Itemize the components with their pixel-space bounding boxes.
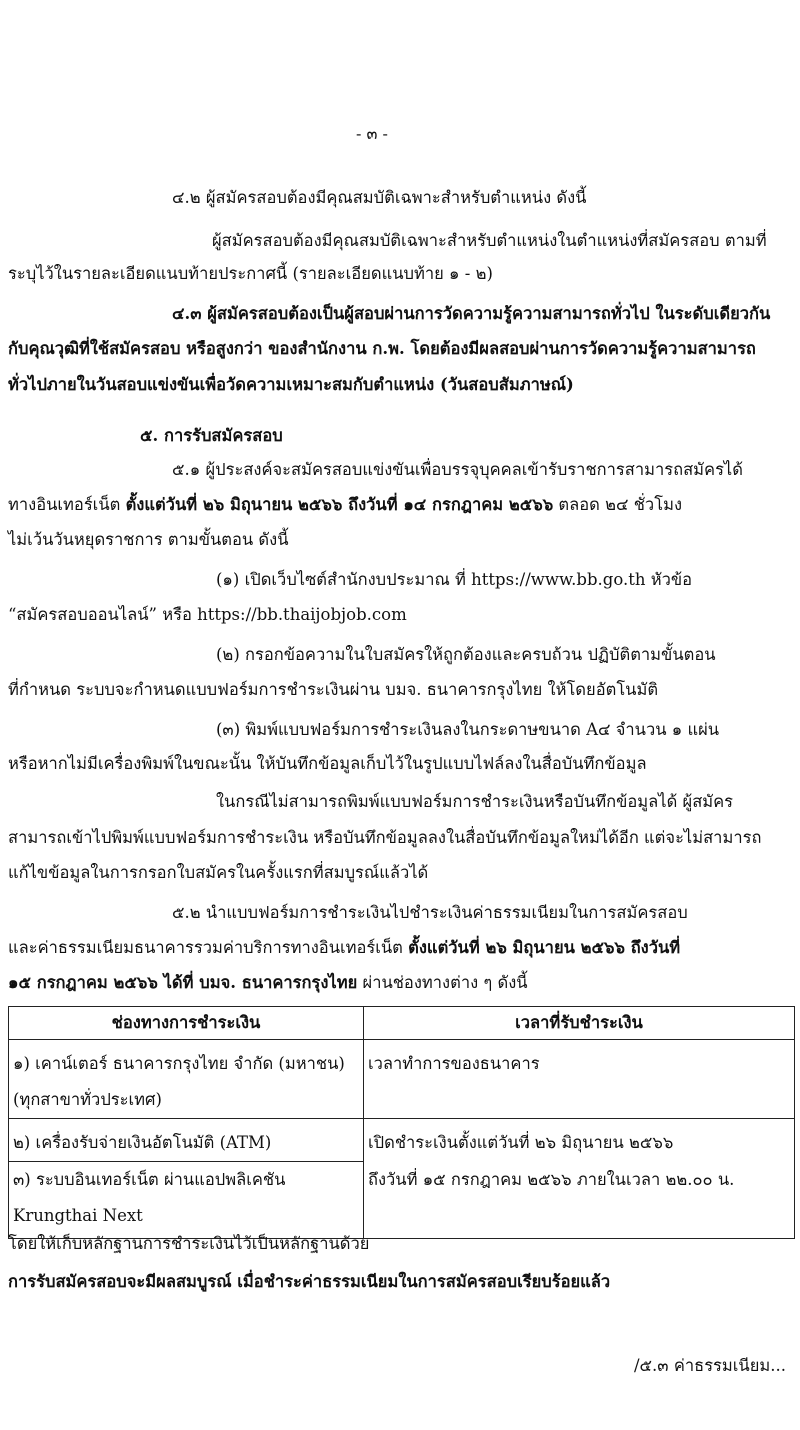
row23-time-line2: ถึงวันที่ ๑๕ กรกฎาคม ๒๕๖๖ ภายในเวลา ๒๒.๐๐ น. <box>368 1169 735 1189</box>
step-2-line2: ที่กำหนด ระบบจะกำหนดแบบฟอร์มการชำระเงินผ่าน บมจ. ธนาคารกรุงไทย ให้โดยอัตโนมัติ <box>8 680 659 699</box>
continued-marker: /๕.๓ ค่าธรรมเนียม... <box>634 1356 786 1375</box>
section-4-2-text-line1: ผู้สมัครสอบต้องมีคุณสมบัติเฉพาะสำหรับตำแหน่งในตำแหน่งที่สมัครสอบ ตามที่ <box>212 231 767 250</box>
row3-channel-line2: Krungthai Next <box>13 1206 143 1225</box>
table-row <box>9 1119 795 1162</box>
section-4-2-heading: ๔.๒ ผู้สมัครสอบต้องมีคุณสมบัติเฉพาะสำหรับตำแหน่ง ดังนี้ <box>172 188 587 207</box>
section-5-2-line3 <box>8 971 528 995</box>
section-5-2-dates-end: ๑๕ กรกฎาคม ๒๕๖๖ ได้ที่ บมจ. ธนาคารกรุงไทย <box>8 973 358 992</box>
row3-channel-line1: ๓) ระบบอินเทอร์เน็ต ผ่านแอปพลิเคชัน <box>13 1170 286 1189</box>
section-5-2-line3-suffix: ผ่านช่องทางต่าง ๆ ดังนี้ <box>357 973 528 992</box>
row1-channel-line1: ๑) เคาน์เตอร์ ธนาคารกรุงไทย จำกัด (มหาชน) <box>13 1054 345 1073</box>
section-5-2-dates-start: ตั้งแต่วันที่ ๒๖ มิถุนายน ๒๕๖๖ ถึงวันที่ <box>408 938 681 957</box>
case-line3: แก้ไขข้อมูลในการกรอกใบสมัครในครั้งแรกที่สมบูรณ์แล้วได้ <box>8 863 429 882</box>
step-1-line2: “สมัครสอบออนไลน์” หรือ https://bb.thaijobjob.com <box>8 605 407 624</box>
row1-time <box>364 1040 795 1119</box>
header-channel: ช่องทางการชำระเงิน <box>9 1007 364 1040</box>
row3-channel <box>9 1162 364 1239</box>
row23-time-line1: เปิดชำระเงินตั้งแต่วันที่ ๒๖ มิถุนายน ๒๕๖๖ <box>368 1133 674 1152</box>
step-2-line1: (๒) กรอกข้อความในใบสมัครให้ถูกต้องและครบถ้วน ปฏิบัติตามขั้นตอน <box>216 645 716 664</box>
case-line1: ในกรณีไม่สามารถพิมพ์แบบฟอร์มการชำระเงินหรือบันทึกข้อมูลได้ ผู้สมัคร <box>216 792 734 811</box>
case-line2: สามารถเข้าไปพิมพ์แบบฟอร์มการชำระเงิน หรือบันทึกข้อมูลลงในสื่อบันทึกข้อมูลใหม่ได้อีก แต่จะไม่สามารถ <box>8 828 762 847</box>
step-3-line1: (๓) พิมพ์แบบฟอร์มการชำระเงินลงในกระดาษขนาด A๔ จำนวน ๑ แผ่น <box>216 720 720 739</box>
section-5-2-line1: ๕.๒ นำแบบฟอร์มการชำระเงินไปชำระเงินค่าธรรมเนียมในการสมัครสอบ <box>172 903 688 922</box>
payment-channels-table <box>8 1006 795 1239</box>
section-5-2-line2-prefix: และค่าธรรมเนียมธนาคารรวมค่าบริการทางอินเทอร์เน็ต <box>8 938 409 957</box>
row1-channel <box>9 1040 364 1119</box>
table-row <box>9 1162 795 1239</box>
page-number: - ๓ - <box>356 124 388 143</box>
table-row <box>9 1040 795 1119</box>
payment-evidence-note: โดยให้เก็บหลักฐานการชำระเงินไว้เป็นหลักฐานด้วย <box>8 1234 370 1253</box>
row2-channel-text: ๒) เครื่องรับจ่ายเงินอัตโนมัติ (ATM) <box>13 1133 272 1152</box>
section-5-1-line2-prefix: ทางอินเทอร์เน็ต <box>8 495 126 514</box>
section-5-1-line1: ๕.๑ ผู้ประสงค์จะสมัครสอบแข่งขันเพื่อบรรจุบุคคลเข้ารับราชการสามารถสมัครได้ <box>172 460 743 479</box>
section-5-heading: ๕. การรับสมัครสอบ <box>140 426 283 445</box>
section-5-2-line2 <box>8 936 680 960</box>
step-1-line1: (๑) เปิดเว็บไซต์สำนักงบประมาณ ที่ https://www.bb.go.th หัวข้อ <box>216 570 693 589</box>
table-header-row <box>9 1007 795 1040</box>
section-4-3-line1: ๔.๓ ผู้สมัครสอบต้องเป็นผู้สอบผ่านการวัดความรู้ความสามารถทั่วไป ในระดับเดียวกัน <box>172 304 771 323</box>
header-time: เวลาที่รับชำระเงิน <box>364 1007 795 1040</box>
section-5-1-dates: ตั้งแต่วันที่ ๒๖ มิถุนายน ๒๕๖๖ ถึงวันที่ ๑๔ กรกฎาคม ๒๕๖๖ <box>125 495 554 514</box>
section-4-2-text-line2: ระบุไว้ในรายละเอียดแนบท้ายประกาศนี้ (รายละเอียดแนบท้าย ๑ - ๒) <box>8 264 493 283</box>
row1-channel-line2: (ทุกสาขาทั่วประเทศ) <box>13 1090 162 1109</box>
row2-channel <box>9 1119 364 1162</box>
section-4-3-line2: กับคุณวุฒิที่ใช้สมัครสอบ หรือสูงกว่า ของสำนักงาน ก.พ. โดยต้องมีผลสอบผ่านการวัดความรู้ความสามารถ <box>8 339 756 358</box>
row23-time-first <box>364 1119 795 1162</box>
step-3-line2: หรือหากไม่มีเครื่องพิมพ์ในขณะนั้น ให้บันทึกข้อมูลเก็บไว้ในรูปแบบไฟล์ลงในสื่อบันทึกข้อมูล <box>8 754 647 773</box>
section-5-1-line3: ไม่เว้นวันหยุดราชการ ตามขั้นตอน ดังนี้ <box>8 530 289 549</box>
row23-time-second <box>364 1162 795 1239</box>
row1-time-text: เวลาทำการของธนาคาร <box>368 1054 540 1073</box>
application-complete-note: การรับสมัครสอบจะมีผลสมบูรณ์ เมื่อชำระค่าธรรมเนียมในการสมัครสอบเรียบร้อยแล้ว <box>8 1272 611 1291</box>
section-5-1-line2 <box>8 493 682 517</box>
section-5-1-line2-suffix: ตลอด ๒๔ ชั่วโมง <box>553 495 682 514</box>
section-4-3-line3: ทั่วไปภายในวันสอบแข่งขันเพื่อวัดความเหมาะสมกับตำแหน่ง (วันสอบสัมภาษณ์) <box>8 375 574 394</box>
